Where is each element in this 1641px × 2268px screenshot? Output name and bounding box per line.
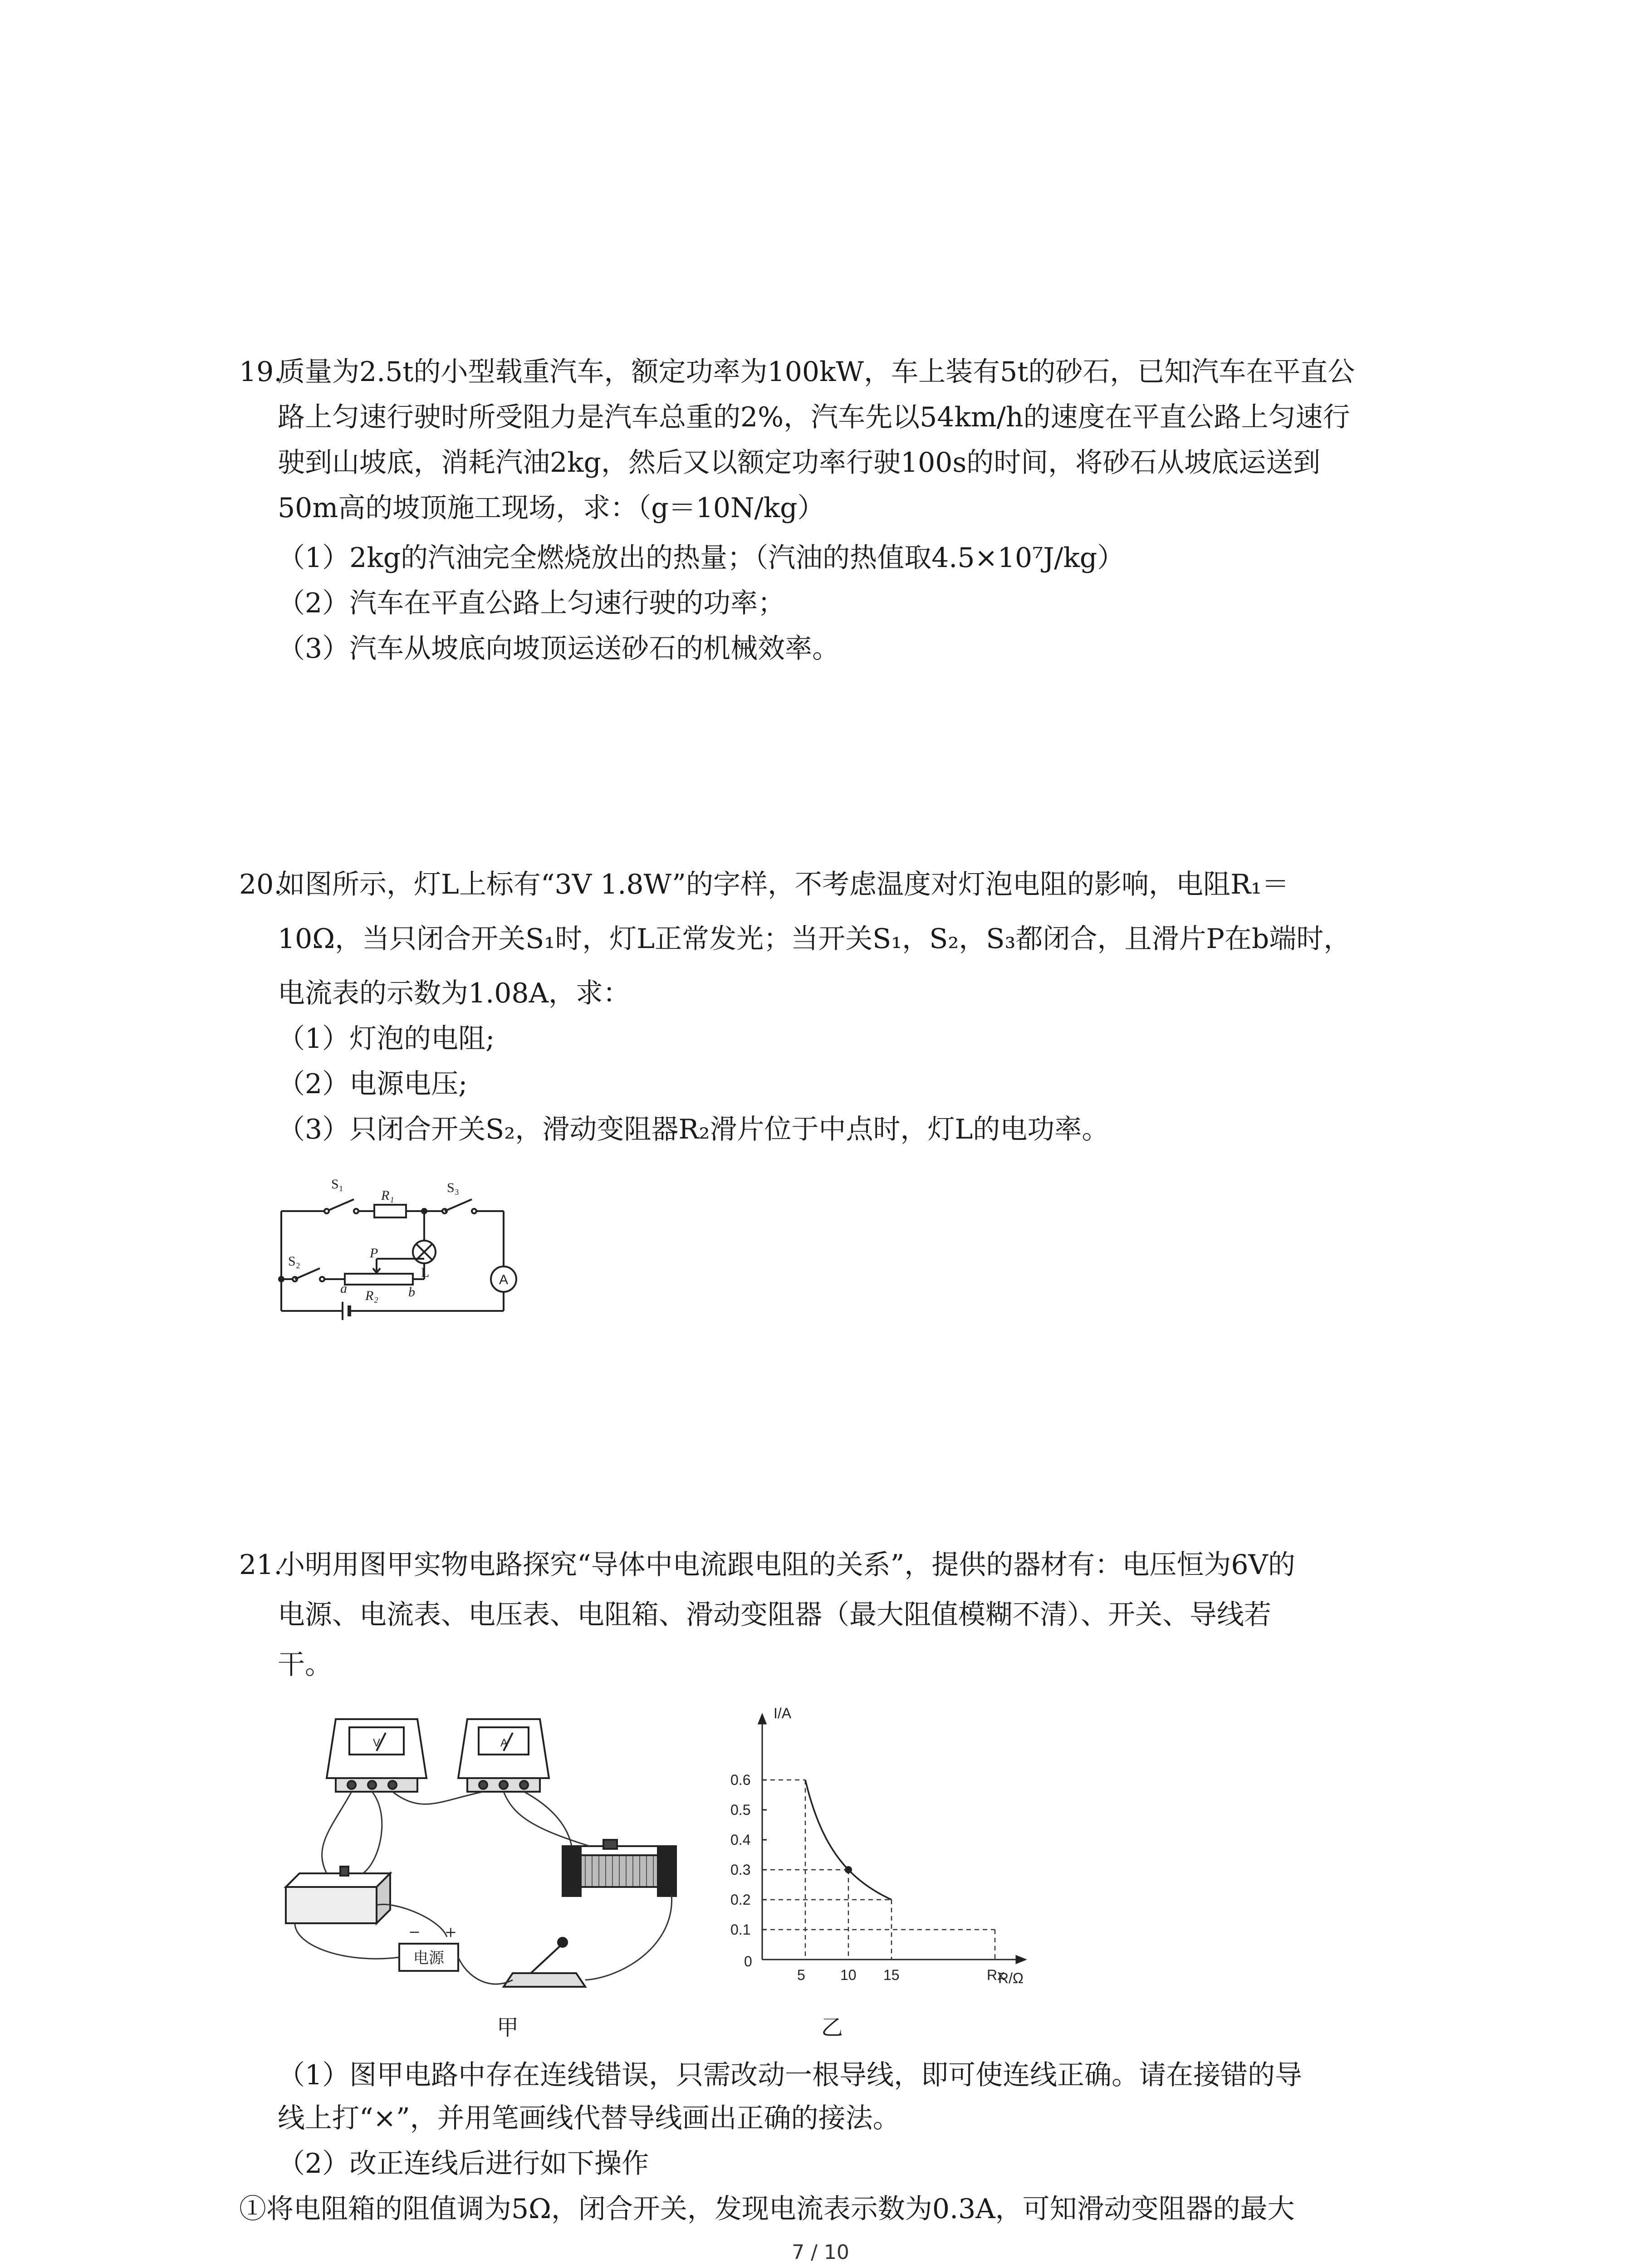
sub-question: （2）汽车在平直公路上匀速行驶的功率； [278, 587, 785, 619]
sub-question: （1）灯泡的电阻; [278, 1023, 495, 1055]
sub-question: 线上打“×”，并用笔画线代替导线画出正确的接法。 [278, 2102, 900, 2134]
y-tick-label: 0.3 [730, 1862, 751, 1878]
label-r1: R₁ [381, 1188, 394, 1203]
power-plus-label: + [445, 1923, 457, 1941]
power-source-label: 电源 [413, 1949, 444, 1967]
figure-yi-graph [708, 1706, 1034, 1996]
x-axis-label: R/Ω [998, 1970, 1024, 1986]
question-text-line: 电源、电流表、电压表、电阻箱、滑动变阻器（最大阻值模糊不清）、开关、导线若 [278, 1599, 1271, 1631]
label-s1: S₁ [331, 1177, 344, 1192]
x-tick-label: Rx [987, 1967, 1005, 1983]
y-tick-label: 0.5 [730, 1802, 751, 1818]
circuit-diagram [268, 1161, 540, 1334]
y-axis-label: I/A [774, 1706, 792, 1721]
label-l: L [421, 1265, 430, 1280]
highlighted-data-point [845, 1866, 852, 1873]
label-end-a: a [340, 1281, 347, 1296]
question-text-line: 电流表的示数为1.08A，求： [278, 978, 630, 1009]
sub-question: （1）图甲电路中存在连线错误，只需改动一根导线，即可使连线正确。请在接错的导 [278, 2059, 1303, 2091]
sub-question: （3）汽车从坡底向坡顶运送砂石的机械效率。 [278, 633, 840, 665]
label-ammeter: A [499, 1272, 509, 1287]
figure-jia-physical-circuit [277, 1710, 708, 2009]
sub-question: （1）2kg的汽油完全燃烧放出的热量；（汽油的热值取4.5×10⁷J/kg） [278, 542, 1125, 574]
y-tick-label: 0.2 [730, 1892, 751, 1908]
origin-label: 0 [744, 1953, 752, 1970]
question-text-line: 50m高的坡顶施工现场，求：（g＝10N/kg） [278, 492, 825, 524]
sub-question: （2）改正连线后进行如下操作 [278, 2148, 649, 2180]
label-s2: S₂ [288, 1254, 301, 1269]
x-axis-arrow [1016, 1956, 1025, 1963]
question-text-line: 路上匀速行驶时所受阻力是汽车总重的2%，汽车先以54km/h的速度在平直公路上匀速行 [278, 401, 1350, 433]
resistance-box-icon [286, 1867, 390, 1923]
power-minus-label: − [408, 1923, 421, 1941]
label-p: P [370, 1246, 378, 1261]
question-number: 20. [239, 869, 283, 900]
question-text-line: 小明用图甲实物电路探究“导体中电流跟电阻的关系”，提供的器材有：电压恒为6V的 [278, 1549, 1295, 1581]
voltmeter-label: V [373, 1737, 381, 1749]
y-axis-arrow [759, 1715, 766, 1724]
question-text-line: 干。 [278, 1649, 332, 1681]
question-text-line: 10Ω，当只闭合开关S₁时，灯L正常发光；当开关S₁，S₂，S₃都闭合，且滑片P在b端时， [278, 923, 1351, 955]
figure-yi-caption: 乙 [821, 2015, 843, 2040]
question-number: 21. [239, 1549, 283, 1581]
question-text-line: 质量为2.5t的小型载重汽车，额定功率为100kW，车上装有5t的砂石，已知汽车在平直公 [278, 356, 1355, 388]
ammeter-icon [458, 1719, 549, 1792]
figure-jia-caption: 甲 [497, 2015, 519, 2040]
x-tick-label: 5 [797, 1967, 805, 1983]
question-text-line: 如图所示，灯L上标有“3V 1.8W”的字样，不考虑温度对灯泡电阻的影响，电阻R₁＝ [278, 869, 1289, 900]
label-r2: R₂ [365, 1288, 378, 1303]
y-tick-label: 0.6 [730, 1772, 751, 1788]
voltmeter-icon [327, 1719, 426, 1792]
label-s3: S₃ [447, 1180, 460, 1195]
y-tick-label: 0.4 [730, 1832, 751, 1848]
sub-question: ①将电阻箱的阻值调为5Ω，闭合开关，发现电流表示数为0.3A，可知滑动变阻器的最大 [239, 2193, 1295, 2225]
page-number: 7 / 10 [792, 2241, 849, 2264]
sub-question: （2）电源电压; [278, 1068, 468, 1100]
x-tick-label: 10 [840, 1967, 857, 1983]
y-tick-label: 0.1 [730, 1921, 751, 1938]
question-text-line: 驶到山坡底，消耗汽油2kg，然后又以额定功率行驶100s的时间，将砂石从坡底运送到 [278, 447, 1321, 479]
sub-question: （3）只闭合开关S₂，滑动变阻器R₂滑片位于中点时，灯L的电功率。 [278, 1114, 1109, 1145]
ammeter-label: A [500, 1737, 508, 1749]
x-tick-label: 15 [883, 1967, 900, 1983]
label-end-b: b [408, 1285, 415, 1300]
question-number: 19. [239, 356, 283, 388]
knife-switch-icon [504, 1938, 585, 1987]
